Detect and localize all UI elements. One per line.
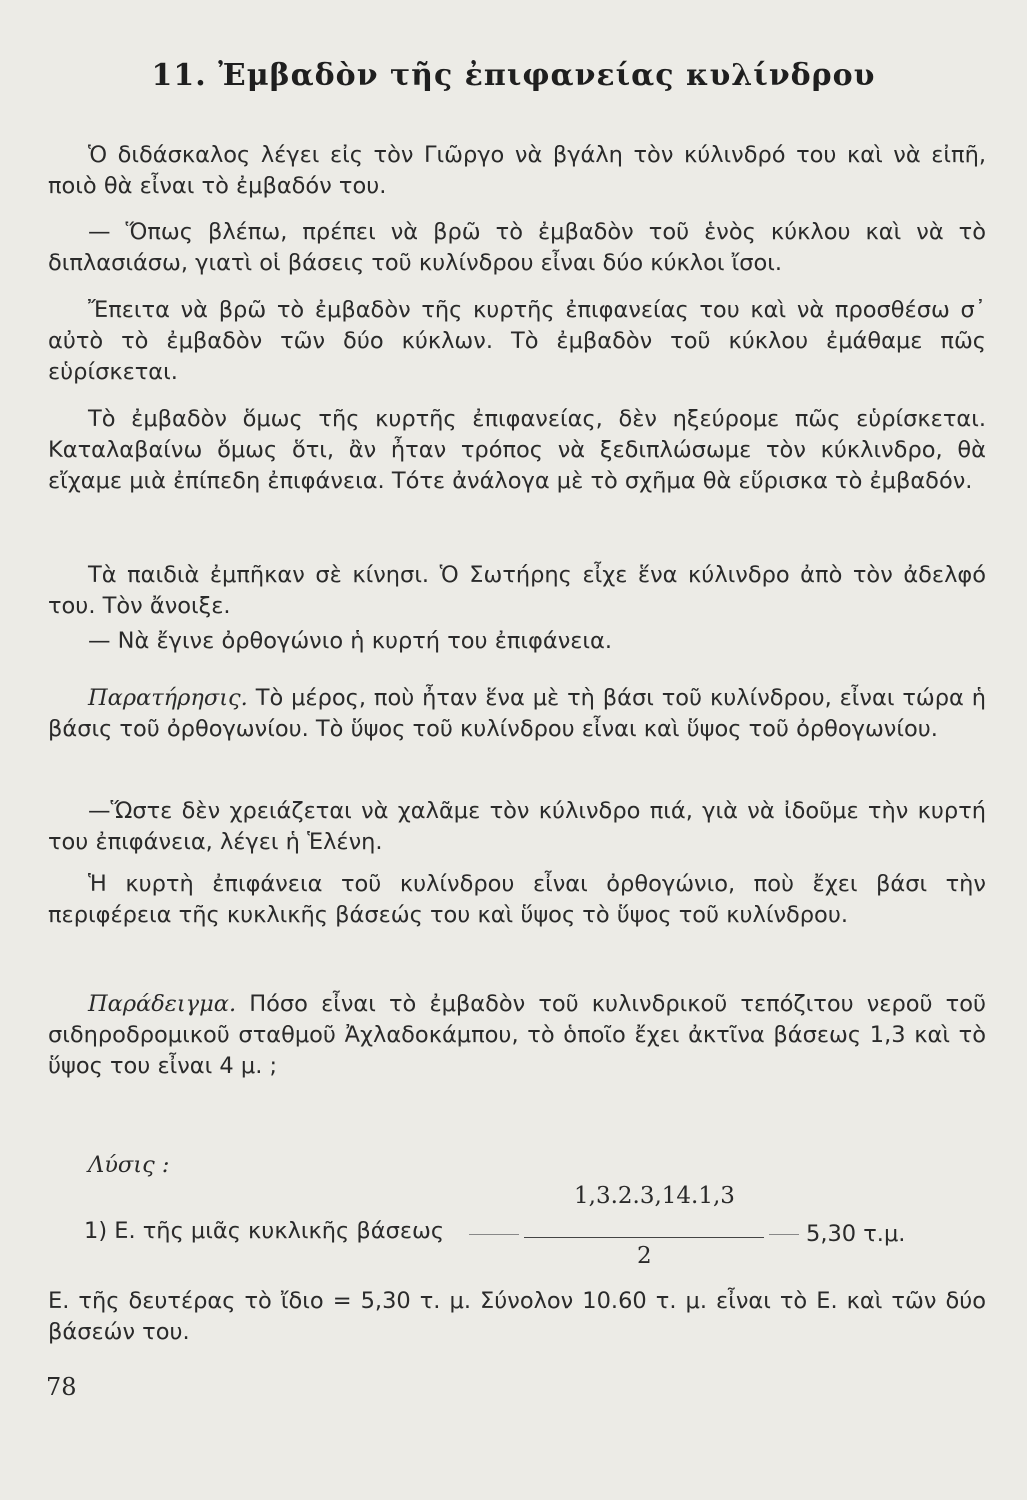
fraction-denominator: 2 xyxy=(637,1243,652,1269)
paragraph-4: Τὸ ἐμβαδὸν ὅμως τῆς κυρτῆς ἐπιφανείας, δὲν ηξεύρομε πῶς εὑρίσκεται. Καταλαβαίνω ὅμως ὅτι, ἂν ἦταν τρόπος νὰ ξεδιπλώσωμε τὸν κύκλινδρο, θὰ εἴχαμε μιὰ ἐπίπεδη ἐπιφάνεια. Τότε ἀνάλογα μὲ τὸ σχῆμα θὰ εὕρισκα τὸ ἐμβαδόν. xyxy=(48,406,986,494)
page-number: 78 xyxy=(46,1373,77,1401)
paragraph-observation xyxy=(48,683,986,745)
solution-label: Λύσις : xyxy=(88,1152,170,1178)
section-title: 11. Ἐμβαδὸν τῆς ἐπιφανείας κυλίνδρου xyxy=(151,58,876,93)
paragraph-5: Τὰ παιδιὰ ἐμπῆκαν σὲ κίνησι. Ὁ Σωτήρης εἶχε ἕνα κύλινδρο ἀπὸ τὸν ἀδελφό του. Τὸν ἄνοιξε. xyxy=(48,562,986,619)
paragraph-11: Ε. τῆς δευτέρας τὸ ἴδιο = 5,30 τ. μ. Σύνολον 10.60 τ. μ. εἶναι τὸ Ε. καὶ τῶν δύο βάσεών του. xyxy=(48,1288,986,1345)
example-label: Παράδειγμα. xyxy=(88,991,237,1017)
equals-sign-right xyxy=(769,1234,799,1235)
paragraph-8: —Ὥστε δὲν χρειάζεται νὰ χαλᾶμε τὸν κύλινδρο πιά, γιὰ νὰ ἰδοῦμε τὴν κυρτή του ἐπιφάνεια, λέγει ἡ Ἑλένη. xyxy=(48,798,986,855)
fraction-bar xyxy=(524,1237,764,1238)
formula-result: 5,30 τ.μ. xyxy=(806,1221,906,1247)
paragraph-9: Ἡ κυρτὴ ἐπιφάνεια τοῦ κυλίνδρου εἶναι ὀρθογώνιο, ποὺ ἔχει βάσι τὴν περιφέρεια τῆς κυκλικῆς βάσεώς του καὶ ὕψος τὸ ὕψος τοῦ κυλίνδρου. xyxy=(48,871,986,928)
example-text: Πόσο εἶναι τὸ ἐμβαδὸν τοῦ κυλινδρικοῦ τεπόζιτου νεροῦ τοῦ σιδηροδρομικοῦ σταθμοῦ Ἀχλαδοκάμπου, τὸ ὁποῖο ἔχει ἀκτῖνα βάσεως 1,3 καὶ τὸ ὕψος του εἶναι 4 μ. ; xyxy=(48,991,986,1079)
observation-text: Τὸ μέρος, ποὺ ἦταν ἕνα μὲ τὴ βάσι τοῦ κυλίνδρου, εἶναι τώρα ἡ βάσις τοῦ ὀρθογωνίου. Τὸ ὕψος τοῦ κυλίνδρου εἶναι καὶ ὕψος τοῦ ὀρθογωνίου. xyxy=(48,685,986,742)
observation-label: Παρατήρησις. xyxy=(88,685,248,711)
paragraph-6: — Νὰ ἔγινε ὀρθογώνιο ἡ κυρτή του ἐπιφάνεια. xyxy=(88,628,613,654)
equals-sign-left xyxy=(469,1234,519,1235)
formula-line xyxy=(84,1183,964,1283)
fraction-numerator: 1,3.2.3,14.1,3 xyxy=(574,1183,735,1209)
paragraph-3: Ἔπειτα νὰ βρῶ τὸ ἐμβαδὸν τῆς κυρτῆς ἐπιφανείας του καὶ νὰ προσθέσω σ᾿ αὐτὸ τὸ ἐμβαδὸν τῶν δύο κύκλων. Τὸ ἐμβαδὸν τοῦ κύκλου ἐμάθαμε πῶς εὑρίσκεται. xyxy=(48,297,986,385)
paragraph-2: — Ὅπως βλέπω, πρέπει νὰ βρῶ τὸ ἐμβαδὸν τοῦ ἑνὸς κύκλου καὶ νὰ τὸ διπλασιάσω, γιατὶ οἱ βάσεις τοῦ κυλίνδρου εἶναι δύο κύκλοι ἴσοι. xyxy=(48,219,986,276)
paragraph-1: Ὁ διδάσκαλος λέγει εἰς τὸν Γιῶργο νὰ βγάλη τὸν κύλινδρό του καὶ νὰ εἰπῆ, ποιὸ θὰ εἶναι τὸ ἐμβαδόν του. xyxy=(48,142,986,199)
paragraph-example xyxy=(48,989,986,1082)
formula-label: 1) Ε. τῆς μιᾶς κυκλικῆς βάσεως xyxy=(84,1218,445,1244)
